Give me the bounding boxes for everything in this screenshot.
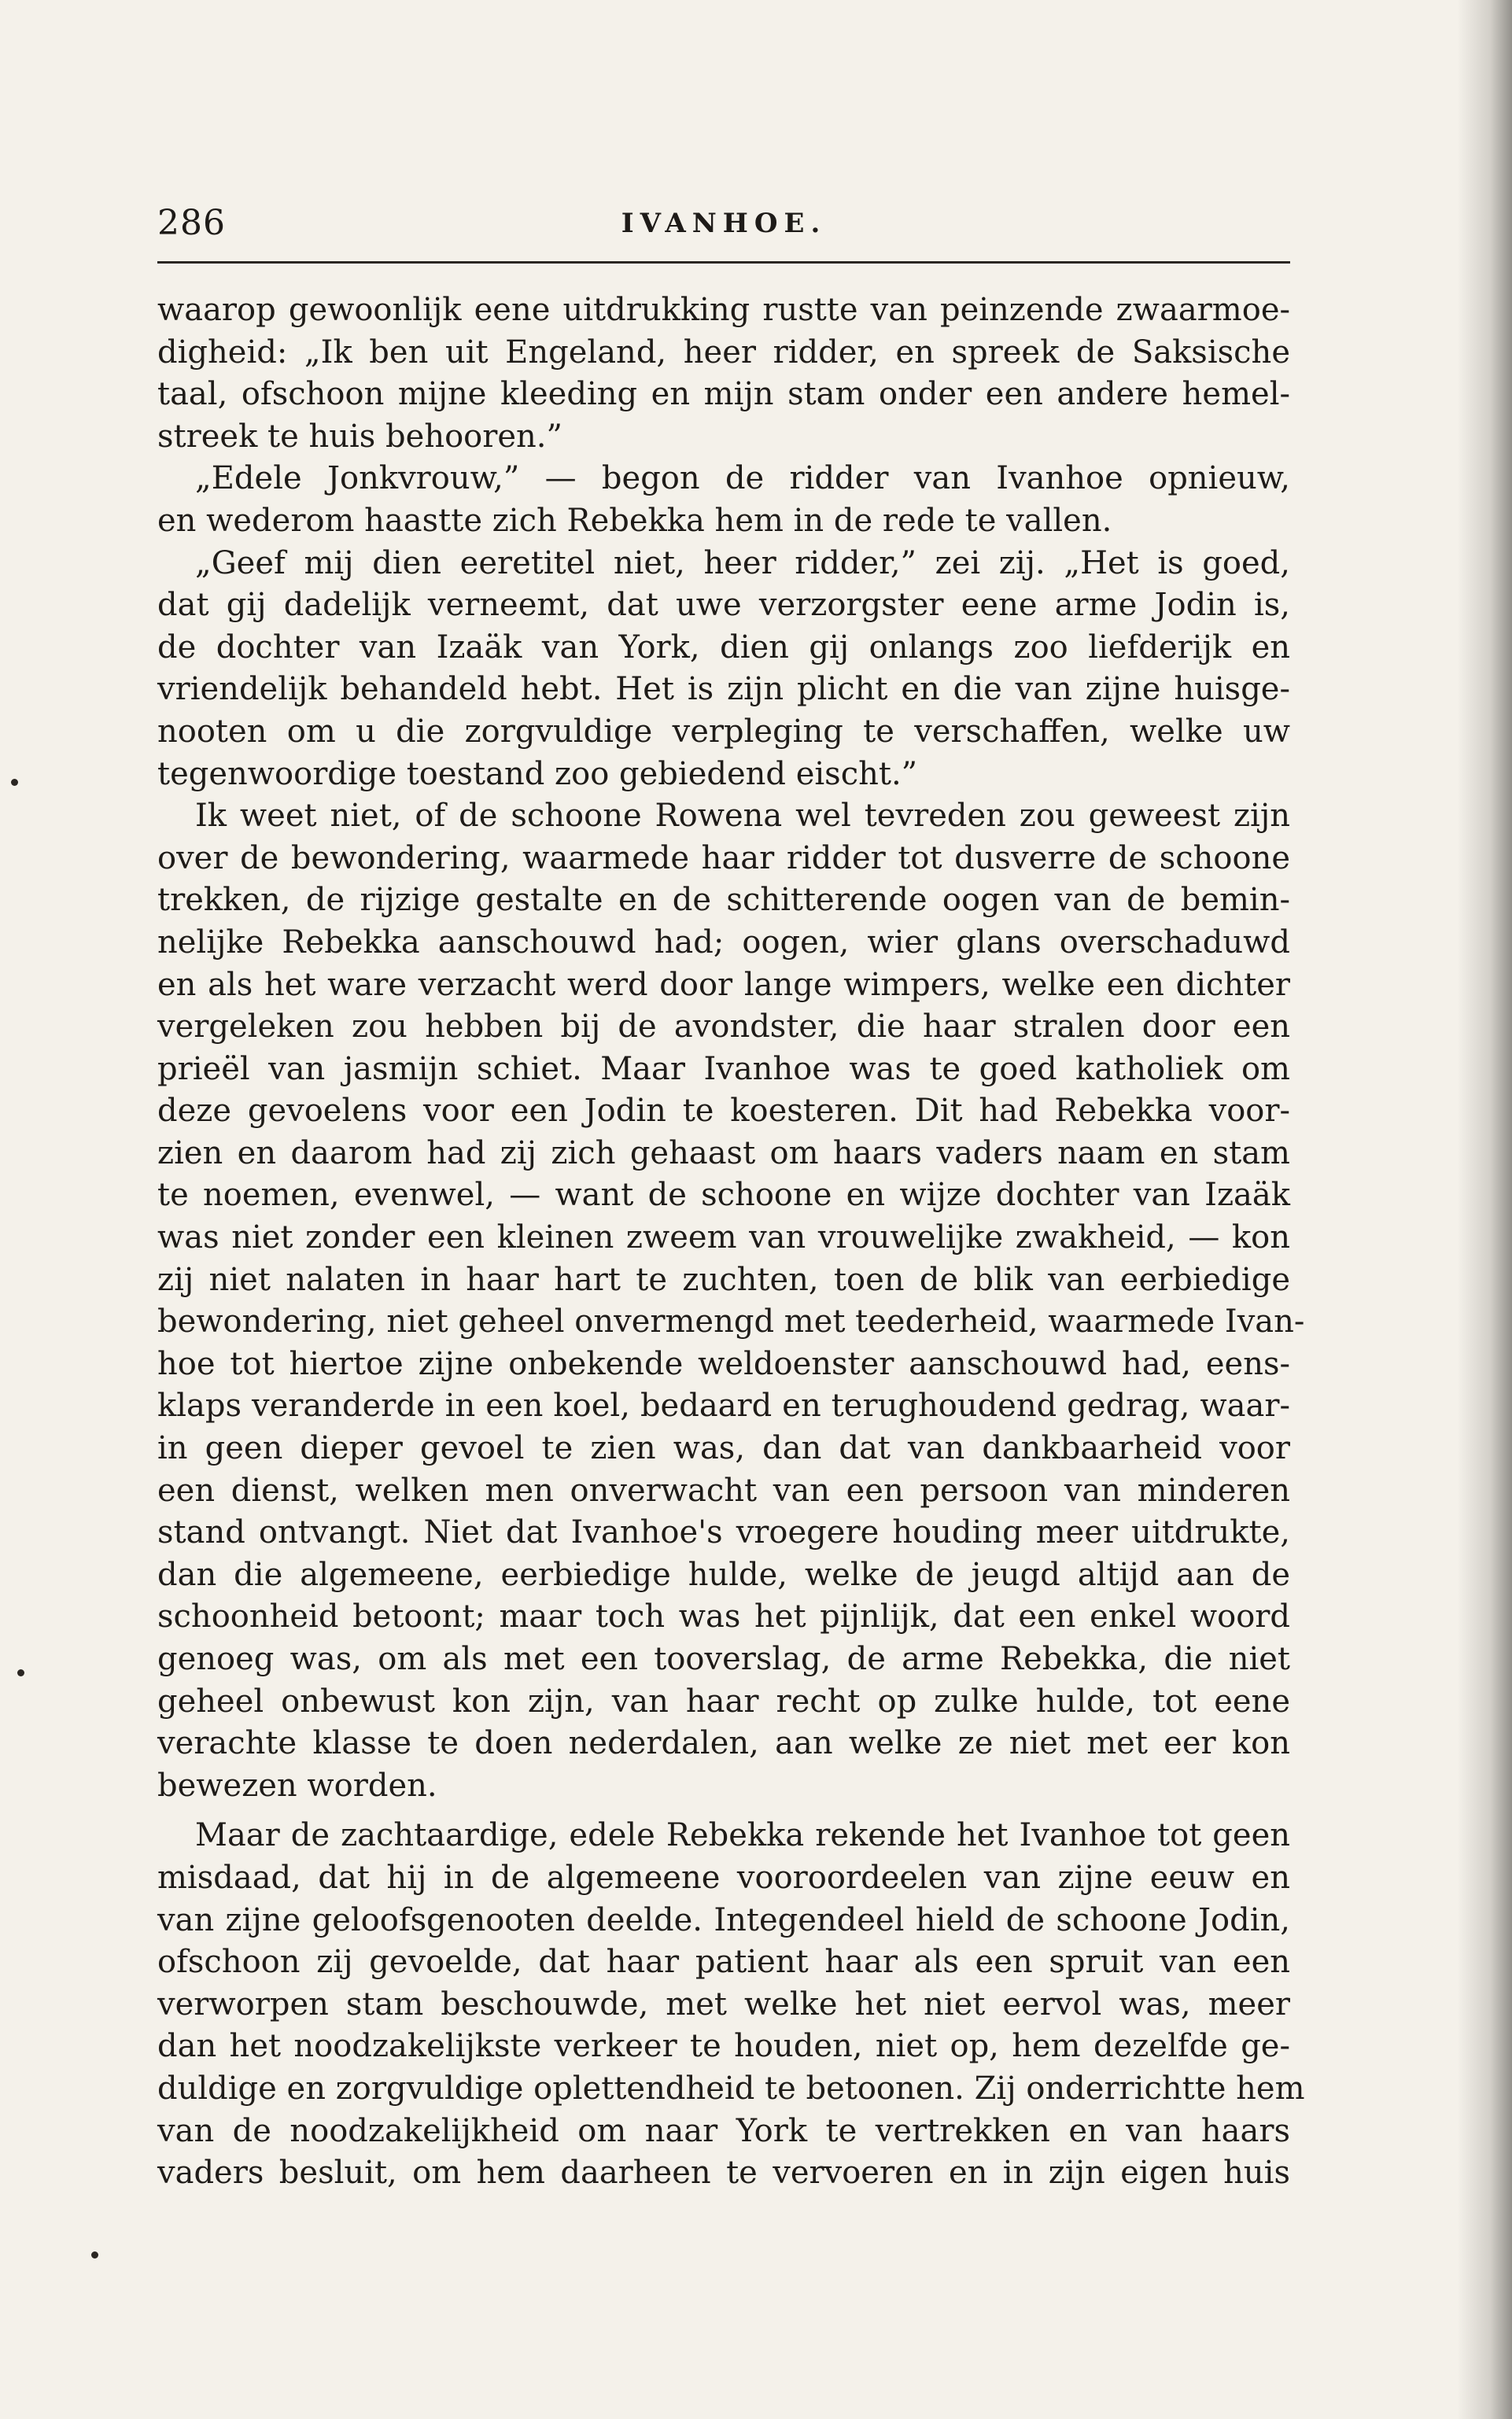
paragraph bbox=[157, 795, 1305, 1807]
text-line: „Geef mij dien eeretitel niet, heer ridder,” zei zij. „Het is goed, bbox=[195, 544, 1290, 581]
text-line: bewondering, niet geheel onvermengd met teederheid, waarmede Ivan- bbox=[157, 1304, 1305, 1340]
text-line: verworpen stam beschouwde, met welke het niet eervol was, meer bbox=[157, 1986, 1290, 2023]
text-line: Ik weet niet, of de schoone Rowena wel tevreden zou geweest zijn bbox=[195, 798, 1290, 835]
paragraph bbox=[157, 543, 1290, 796]
text-line: duldige en zorgvuldige oplettendheid te betoonen. Zij onderrichtte hem bbox=[157, 2070, 1305, 2107]
header-rule bbox=[157, 261, 1290, 264]
ink-speck bbox=[17, 1669, 24, 1676]
text-line: streek te huis behooren.” bbox=[157, 418, 562, 455]
text-line: en wederom haastte zich Rebekka hem in de rede te vallen. bbox=[157, 502, 1112, 539]
text-line: schoonheid betoont; maar toch was het pijnlijk, dat een enkel woord bbox=[157, 1599, 1290, 1635]
text-line: van zijne geloofsgenooten deelde. Integendeel hield de schoone Jodin, bbox=[157, 1901, 1290, 1938]
text-line: nelijke Rebekka aanschouwd had; oogen, wier glans overschaduwd bbox=[157, 924, 1290, 961]
text-line: taal, ofschoon mijne kleeding en mijn stam onder een andere hemel- bbox=[157, 376, 1290, 413]
text-line: deze gevoelens voor een Jodin te koesteren. Dit had Rebekka voor- bbox=[157, 1093, 1290, 1130]
page-header bbox=[157, 203, 1290, 250]
text-line: dan het noodzakelijkste verkeer te houden, niet op, hem dezelfde ge- bbox=[157, 2028, 1290, 2065]
text-line: de dochter van Izaäk van York, dien gij onlangs zoo liefderijk en bbox=[157, 629, 1290, 666]
text-line: genoeg was, om als met een tooverslag, de arme Rebekka, die niet bbox=[157, 1641, 1290, 1677]
text-line: „Edele Jonkvrouw,” — begon de ridder van Ivanhoe opnieuw, bbox=[195, 460, 1290, 497]
text-line: prieël van jasmijn schiet. Maar Ivanhoe was te goed katholiek om bbox=[157, 1050, 1290, 1087]
text-line: hoe tot hiertoe zijne onbekende weldoenster aanschouwd had, eens- bbox=[157, 1345, 1290, 1382]
text-line: te noemen, evenwel, — want de schoone en wijze dochter van Izaäk bbox=[157, 1177, 1290, 1214]
ink-speck bbox=[91, 2251, 98, 2259]
body-text bbox=[157, 289, 1305, 2195]
text-line: een dienst, welken men onverwacht van een persoon van minderen bbox=[157, 1472, 1290, 1509]
text-line: verachte klasse te doen nederdalen, aan welke ze niet met eer kon bbox=[157, 1725, 1290, 1762]
text-line: vriendelijk behandeld hebt. Het is zijn plicht en die van zijne huisge- bbox=[157, 671, 1290, 708]
text-line: dat gij dadelijk verneemt, dat uwe verzorgster eene arme Jodin is, bbox=[157, 587, 1290, 624]
text-line: Maar de zachtaardige, edele Rebekka rekende het Ivanhoe tot geen bbox=[195, 1817, 1290, 1854]
text-line: bewezen worden. bbox=[157, 1767, 437, 1804]
text-line: in geen dieper gevoel te zien was, dan dat van dankbaarheid voor bbox=[157, 1430, 1290, 1467]
text-line: zien en daarom had zij zich gehaast om haars vaders naam en stam bbox=[157, 1134, 1290, 1171]
paragraph bbox=[157, 1815, 1305, 2194]
paragraph-gap bbox=[157, 1807, 1290, 1815]
text-line: waarop gewoonlijk eene uitdrukking rustte van peinzende zwaarmoe- bbox=[157, 292, 1290, 328]
text-line: tegenwoordige toestand zoo gebiedend eischt.” bbox=[157, 755, 918, 792]
running-title: IVANHOE. bbox=[621, 208, 827, 239]
text-line: nooten om u die zorgvuldige verpleging te verschaffen, welke uw bbox=[157, 713, 1290, 750]
text-line: van de noodzakelijkheid om naar York te vertrekken en van haars bbox=[157, 2112, 1290, 2149]
text-line: was niet zonder een kleinen zweem van vrouwelijke zwakheid, — kon bbox=[157, 1219, 1290, 1256]
text-line: klaps veranderde in een koel, bedaard en terughoudend gedrag, waar- bbox=[157, 1388, 1290, 1425]
text-line: trekken, de rijzige gestalte en de schitterende oogen van de bemin- bbox=[157, 882, 1290, 919]
page-edge-shadow bbox=[1457, 0, 1512, 2419]
text-line: over de bewondering, waarmede haar ridder tot dusverre de schoone bbox=[157, 839, 1290, 876]
text-line: stand ontvangt. Niet dat Ivanhoe's vroegere houding meer uitdrukte, bbox=[157, 1514, 1290, 1551]
text-line: dan die algemeene, eerbiedige hulde, welke de jeugd altijd aan de bbox=[157, 1556, 1290, 1593]
text-line: digheid: „Ik ben uit Engeland, heer ridder, en spreek de Saksische bbox=[157, 334, 1290, 371]
page-number: 286 bbox=[157, 203, 226, 243]
text-line: zij niet nalaten in haar hart te zuchten, toen de blik van eerbiedige bbox=[157, 1261, 1290, 1298]
text-line: ofschoon zij gevoelde, dat haar patient haar als een spruit van een bbox=[157, 1944, 1290, 1981]
text-line: en als het ware verzacht werd door lange wimpers, welke een dichter bbox=[157, 966, 1290, 1003]
paragraph bbox=[157, 458, 1290, 542]
text-line: misdaad, dat hij in de algemeene vooroordeelen van zijne eeuw en bbox=[157, 1859, 1290, 1896]
ink-speck bbox=[11, 779, 18, 786]
text-line: geheel onbewust kon zijn, van haar recht op zulke hulde, tot eene bbox=[157, 1683, 1290, 1720]
text-line: vaders besluit, om hem daarheen te vervoeren en in zijn eigen huis bbox=[157, 2155, 1290, 2192]
text-line: vergeleken zou hebben bij de avondster, die haar stralen door een bbox=[157, 1009, 1290, 1045]
paragraph bbox=[157, 289, 1290, 458]
